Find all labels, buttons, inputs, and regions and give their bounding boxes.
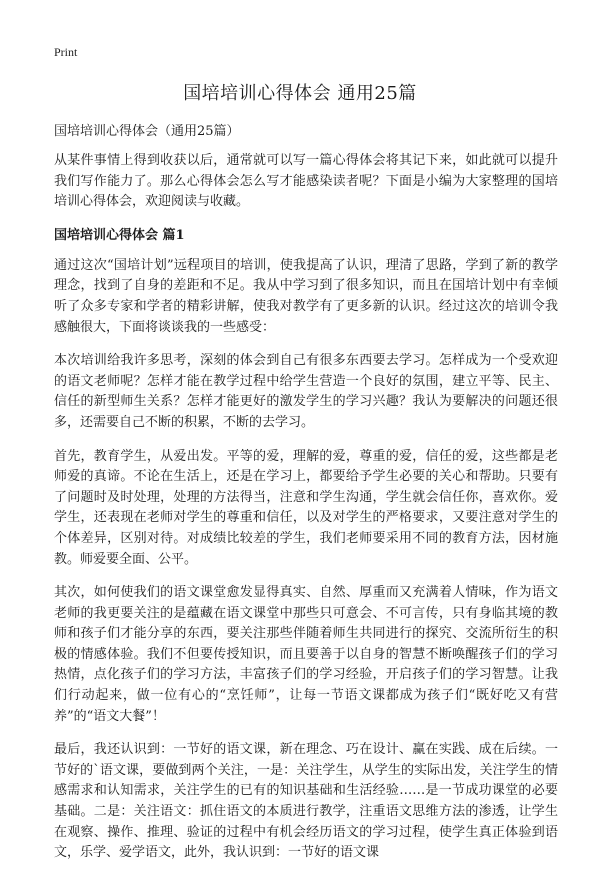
print-link[interactable]: Print — [54, 45, 78, 59]
section-heading: 国培培训心得体会 篇1 — [54, 227, 185, 243]
body-paragraph: 通过这次“国培计划”远程项目的培训，使我提高了认识，理清了思路，学到了新的教学理念，找到了自身的差距和不足。我从中学习到了很多知识，而且在国培计划中有幸倾听了众多专家和学者的精彩讲解，使我对教学有了更多新的认识。经过这次的培训令我感触很大，下面将谈谈我的一些感受： — [54, 257, 558, 335]
intro-paragraph: 从某件事情上得到收获以后，通常就可以写一篇心得体会将其记下来，如此就可以提升我们写作能力了。那么心得体会怎么写才能感染读者呢？下面是小编为大家整理的国培培训心得体会，欢迎阅读与收藏。 — [54, 153, 558, 210]
page-title: 国培培训心得体会 通用25篇 — [183, 83, 417, 104]
body-paragraph: 首先，教育学生，从爱出发。平等的爱，理解的爱，尊重的爱，信任的爱，这些都是老师爱的真谛。不论在生活上，还是在学习上，都要给予学生必要的关心和帮助。只要有了问题时及时处理，处理的方法得当，注意和学生沟通，学生就会信任你，喜欢你。爱学生，还表现在老师对学生的尊重和信任，以及对学生的严格要求，又要注意对学生的个体差异，区别对待。对成绩比较差的学生，我们老师要采用不同的教育方法，因材施教。师爱要全面、公平。 — [54, 448, 558, 567]
body-paragraph: 本次培训给我许多思考，深刻的体会到自己有很多东西要去学习。怎样成为一个受欢迎的语文老师呢？怎样才能在教学过程中给学生营造一个良好的氛围，建立平等、民主、信任的新型师生关系？怎样才能更好的激发学生的学习兴趣？我认为要解决的问题还很多，还需要自己不断的积累，不断的去学习。 — [54, 353, 558, 430]
body-paragraph: 其次，如何使我们的语文课堂愈发显得真实、自然、厚重而又充满着人情味，作为语文老师的我更要关注的是蕴藏在语文课堂中那些只可意会、不可言传，只有身临其境的教师和孩子们才能分享的东西，要关注那些伴随着师生共同进行的探究、交流所衍生的积极的情感体验。我们不但要传授知识，而且要善于以自身的智慧不断唤醒孩子们的学习热情，点化孩子们的学习方法，丰富孩子们的学习经验，开启孩子们的学习智慧。让我们行动起来，做一位有心的“烹饪师”，让每一节语文课都成为孩子们“既好吃又有营养”的“语文大餐”！ — [54, 585, 558, 724]
document-body — [54, 151, 558, 877]
body-paragraph: 最后，我还认识到：一节好的语文课，新在理念、巧在设计、赢在实践、成在后续。一节好的`语文课，要做到两个关注，一是：关注学生，从学生的实际出发，关注学生的情感需求和认知需求，关注学生的已有的知识基础和生活经验……是一节成功课堂的必要基础。二是：关注语文：抓住语文的本质进行教学，注重语文思维方法的渗透，让学生在观察、操作、推理、验证的过程中有机会经历语文的学习过程，使学生真正体验到语文，乐学、爱学语文，此外，我认识到：一节好的语文课 — [54, 742, 558, 861]
document-subtitle: 国培培训心得体会（通用25篇） — [54, 124, 240, 139]
